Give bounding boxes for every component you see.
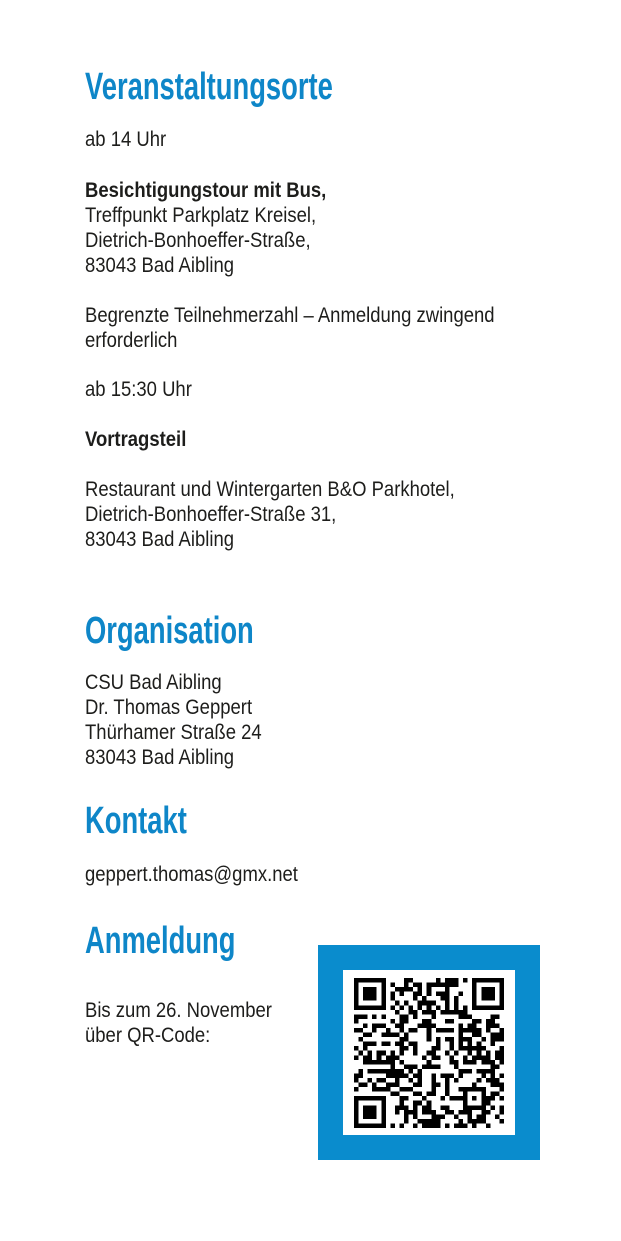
- tour-address-block: [85, 178, 326, 278]
- section-heading-organisation: Organisation: [85, 610, 254, 652]
- organisation-line: CSU Bad Aibling: [85, 671, 222, 694]
- talk-address-line: Restaurant und Wintergarten B&O Parkhotel,: [85, 478, 455, 501]
- talk-address-line: Dietrich-Bonhoeffer-Straße 31,: [85, 503, 337, 526]
- contact-email: geppert.thomas@gmx.net: [85, 863, 298, 886]
- organisation-line: 83043 Bad Aibling: [85, 746, 234, 769]
- qr-code-frame: [318, 945, 540, 1160]
- tour-address-line: 83043 Bad Aibling: [85, 254, 234, 277]
- participation-note: [85, 303, 495, 353]
- talk-address-line: 83043 Bad Aibling: [85, 528, 234, 551]
- tour-address-line: Treffpunkt Parkplatz Kreisel,: [85, 204, 317, 227]
- time-start-tour: ab 14 Uhr: [85, 128, 167, 151]
- talk-title: Vortragsteil: [85, 428, 187, 451]
- participation-note-line: erforderlich: [85, 329, 178, 352]
- section-heading-anmeldung: Anmeldung: [85, 920, 236, 962]
- talk-address-block: [85, 477, 455, 552]
- qr-code: [354, 978, 504, 1128]
- qr-code-white-area: [343, 970, 515, 1135]
- organisation-address-block: [85, 670, 262, 770]
- section-heading-kontakt: Kontakt: [85, 800, 187, 842]
- section-heading-veranstaltungsorte: Veranstaltungsorte: [85, 66, 333, 108]
- tour-address-line: Dietrich-Bonhoeffer-Straße,: [85, 229, 311, 252]
- registration-deadline-line: über QR-Code:: [85, 1024, 211, 1047]
- participation-note-line: Begrenzte Teilnehmerzahl – Anmeldung zwingend: [85, 304, 495, 327]
- registration-deadline: [85, 998, 272, 1048]
- organisation-line: Thürhamer Straße 24: [85, 721, 262, 744]
- organisation-line: Dr. Thomas Geppert: [85, 696, 253, 719]
- time-start-talk: ab 15:30 Uhr: [85, 378, 192, 401]
- tour-title: Besichtigungstour mit Bus,: [85, 179, 327, 202]
- registration-deadline-line: Bis zum 26. November: [85, 999, 272, 1022]
